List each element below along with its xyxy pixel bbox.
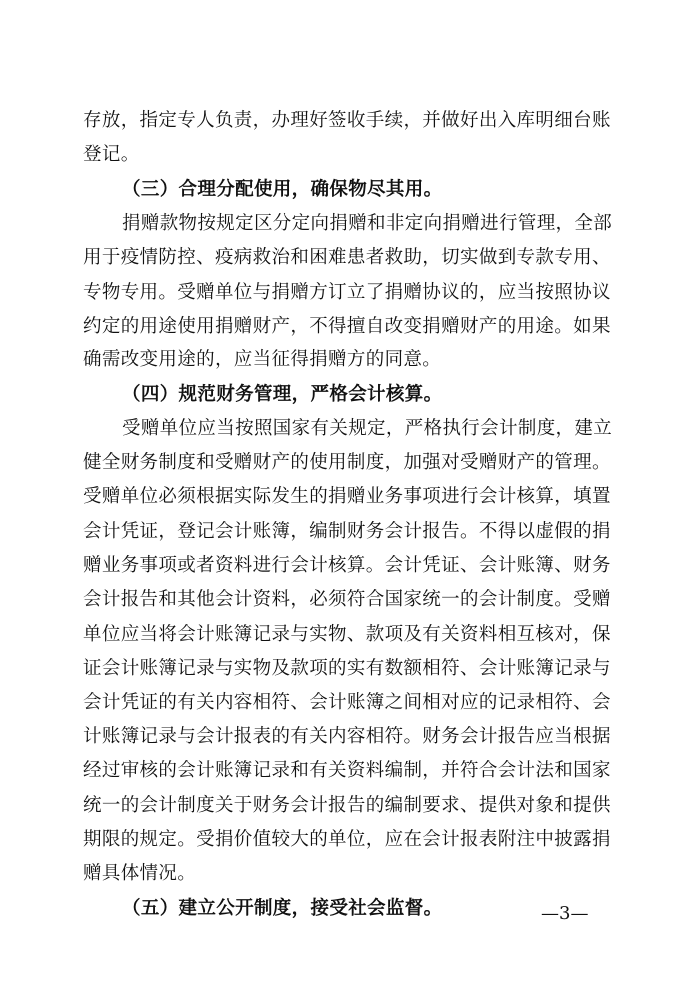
text-line: 会计凭证的有关内容相符、会计账簿之间相对应的记录相符、会 bbox=[83, 692, 611, 713]
text-line: 期限的规定。受捐价值较大的单位，应在会计报表附注中披露捐 bbox=[83, 829, 611, 850]
text-line: 约定的用途使用捐赠财产，不得擅自改变捐赠财产的用途。如果 bbox=[83, 316, 611, 337]
text-line: 赠业务事项或者资料进行会计核算。会计凭证、会计账簿、财务 bbox=[83, 555, 611, 576]
text-line: 专物专用。受赠单位与捐赠方订立了捐赠协议的，应当按照协议 bbox=[83, 282, 611, 303]
text-line: 会计报告和其他会计资料，必须符合国家统一的会计制度。受赠 bbox=[83, 589, 611, 610]
section-heading: （三）合理分配使用，确保物尽其用。 bbox=[122, 179, 443, 200]
text-line: 存放，指定专人负责，办理好签收手续，并做好出入库明细台账 bbox=[83, 110, 611, 131]
text-line: 证会计账簿记录与实物及款项的实有数额相符、会计账簿记录与 bbox=[83, 658, 611, 679]
text-line: 确需改变用途的，应当征得捐赠方的同意。 bbox=[83, 349, 442, 370]
text-line: 捐赠款物按规定区分定向捐赠和非定向捐赠进行管理，全部 bbox=[122, 213, 613, 234]
text-line: 计账簿记录与会计报表的有关内容相符。财务会计报告应当根据 bbox=[83, 726, 611, 747]
section-heading: （四）规范财务管理，严格会计核算。 bbox=[122, 384, 443, 405]
text-line: 赠具体情况。 bbox=[83, 863, 197, 884]
text-line: 经过审核的会计账簿记录和有关资料编制，并符合会计法和国家 bbox=[83, 760, 611, 781]
text-line: 健全财务制度和受赠财产的使用制度，加强对受赠财产的管理。 bbox=[83, 452, 611, 473]
text-line: 单位应当将会计账簿记录与实物、款项及有关资料相互核对，保 bbox=[83, 624, 611, 645]
text-line: 会计凭证，登记会计账簿，编制财务会计报告。不得以虚假的捐 bbox=[83, 521, 611, 542]
text-line: 受赠单位必须根据实际发生的捐赠业务事项进行会计核算，填置 bbox=[83, 486, 611, 507]
text-line: 统一的会计制度关于财务会计报告的编制要求、提供对象和提供 bbox=[83, 795, 611, 816]
section-heading: （五）建立公开制度，接受社会监督。 bbox=[122, 898, 443, 919]
page-number: —3— bbox=[541, 903, 589, 924]
text-line: 用于疫情防控、疫病救治和困难患者救助，切实做到专款专用、 bbox=[83, 247, 611, 268]
text-line: 登记。 bbox=[83, 144, 140, 165]
text-line: 受赠单位应当按照国家有关规定，严格执行会计制度，建立 bbox=[122, 418, 613, 439]
